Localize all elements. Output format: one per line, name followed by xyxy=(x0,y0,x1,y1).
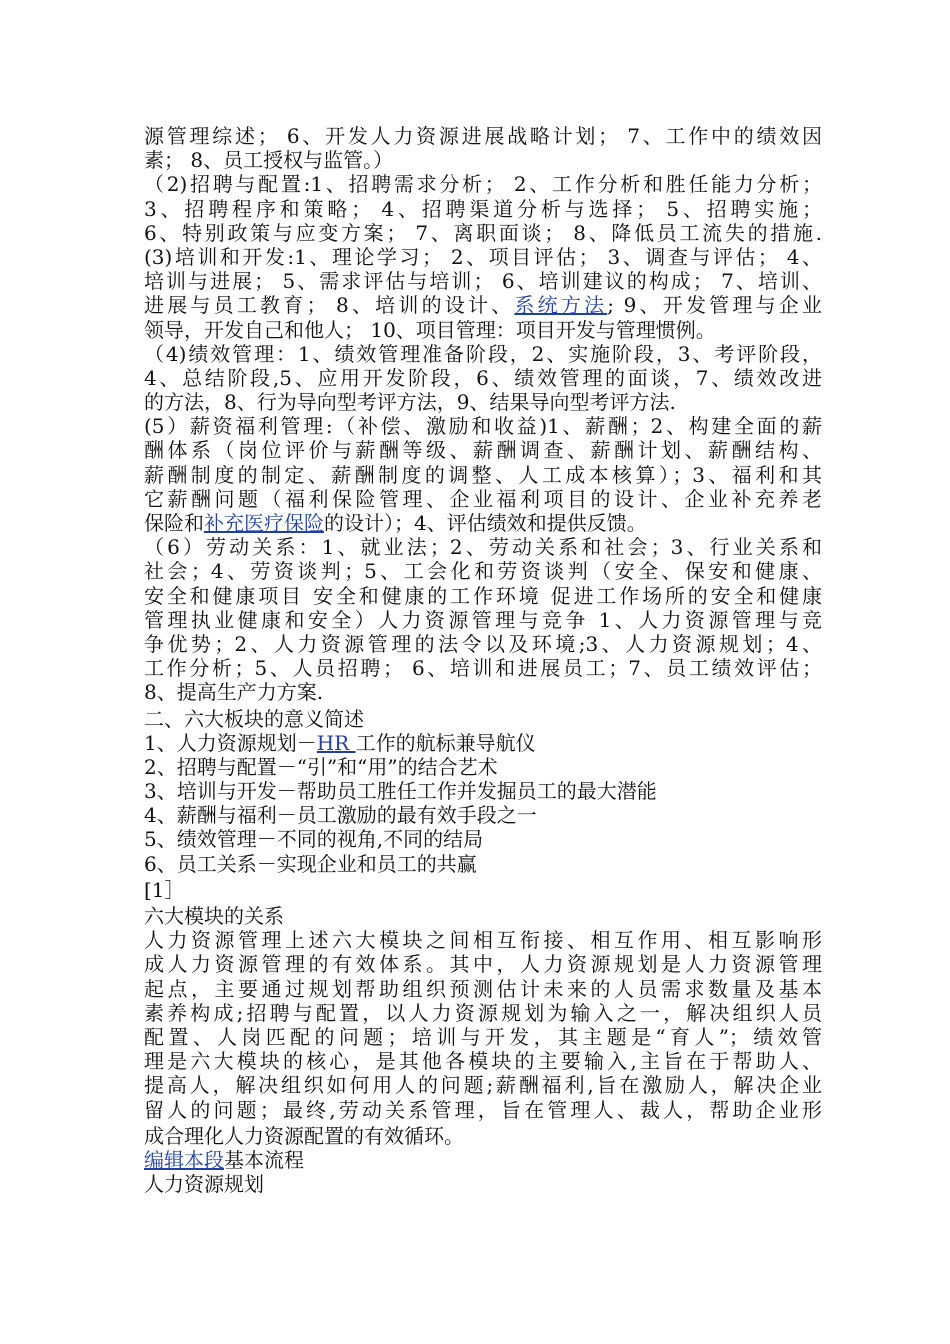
text-line xyxy=(144,904,822,928)
text-line xyxy=(144,245,822,269)
text-run: 培训与进展； 5、需求评估与培训； 6、培训建议的构成； 7、培训、 xyxy=(144,269,822,294)
text-run: 二、六大板块的意义简述 xyxy=(144,706,364,731)
text-run: （2)招聘与配置:1、招聘需求分析； 2、工作分析和胜任能力分析； xyxy=(144,172,822,197)
text-run: 薪酬制度的制定、薪酬制度的调整、人工成本核算）；3、福利和其 xyxy=(144,462,822,487)
text-line xyxy=(144,852,822,876)
text-run: ; 9、开发管理与企业 xyxy=(607,293,822,318)
text-line xyxy=(144,731,822,755)
text-run: 5、绩效管理－不同的视角,不同的结局 xyxy=(144,827,484,852)
text-line xyxy=(144,1098,822,1122)
text-run: 六大模块的关系 xyxy=(144,904,284,928)
text-run: 它薪酬问题（福利保险管理、企业福利项目的设计、企业补充养老 xyxy=(144,486,822,511)
hyperlink[interactable]: HR xyxy=(316,730,356,755)
text-line xyxy=(144,342,822,366)
text-run: (5）薪资福利管理:（补偿、激励和收益)1、薪酬；2、构建全面的薪 xyxy=(144,414,822,439)
text-line xyxy=(144,928,822,952)
text-run: （6）劳动关系：1、就业法；2、劳动关系和社会；3、行业关系和 xyxy=(144,535,822,560)
text-line xyxy=(144,608,822,632)
text-line xyxy=(144,1049,822,1073)
text-run: 基本流程 xyxy=(224,1147,304,1172)
text-run: (3)培训和开发:1、理论学习； 2、项目评估； 3、调查与评估； 4、 xyxy=(144,244,822,269)
text-line xyxy=(144,172,822,196)
text-line xyxy=(144,1001,822,1025)
text-run: 领导，开发自己和他人； 10、项目管理：项目开发与管理惯例。 xyxy=(144,317,716,342)
text-line xyxy=(144,952,822,976)
text-line xyxy=(144,318,822,342)
text-line xyxy=(144,827,822,851)
text-line xyxy=(144,438,822,462)
text-run: 起点，主要通过规划帮助组织预测估计未来的人员需求数量及基本 xyxy=(144,976,822,1001)
text-run: [1］ xyxy=(144,877,185,902)
text-line xyxy=(144,148,822,172)
text-run: 4、总结阶段,5、应用开发阶段，6、绩效管理的面谈，7、绩效改进 xyxy=(144,365,822,390)
text-run: 素； 8、员工授权与监管。） xyxy=(144,148,394,173)
text-run: 保险和 xyxy=(144,511,204,535)
text-run: 留人的问题；最终,劳动关系管理，旨在管理人、裁人，帮助企业形 xyxy=(144,1097,822,1122)
text-run: 工作的航标兼导航仪 xyxy=(355,730,536,755)
text-line xyxy=(144,656,822,680)
text-run: 提高人，解决组织如何用人的问题;薪酬福利,旨在激励人，解决企业 xyxy=(144,1073,822,1098)
text-line xyxy=(144,390,822,414)
text-line xyxy=(144,1172,822,1196)
text-run: 争优势；2、人力资源管理的法令以及环境;3、人力资源规划；4、 xyxy=(144,631,822,656)
text-line xyxy=(144,632,822,656)
text-run: 配置、人岗匹配的问题；培训与开发，其主题是“育人”；绩效管 xyxy=(144,1024,822,1049)
text-line xyxy=(144,269,822,293)
text-run: 6、特别政策与应变方案； 7、离职面谈； 8、降低员工流失的措施. xyxy=(144,220,822,245)
text-run: 理是六大模块的核心，是其他各模块的主要输入,主旨在于帮助人、 xyxy=(144,1049,822,1074)
text-line xyxy=(144,1148,822,1172)
text-run: 源管理综述； 6、开发人力资源进展战略计划； 7、工作中的绩效因 xyxy=(144,124,822,148)
text-run: 素养构成;招聘与配置，以人力资源规划为输入之一，解决组织人员 xyxy=(144,1000,822,1025)
text-line xyxy=(144,511,822,535)
text-line xyxy=(144,414,822,438)
text-run: 3、招聘程序和策略； 4、招聘渠道分析与选择； 5、招聘实施； xyxy=(144,196,822,221)
text-run: 工作分析；5、人员招聘； 6、培训和进展员工；7、员工绩效评估； xyxy=(144,656,822,681)
text-line xyxy=(144,779,822,803)
text-line xyxy=(144,463,822,487)
text-line xyxy=(144,1124,822,1148)
text-line xyxy=(144,977,822,1001)
text-run: 人力资源管理上述六大模块之间相互衔接、相互作用、相互影响形 xyxy=(144,928,822,953)
text-line xyxy=(144,559,822,583)
hyperlink[interactable]: 补充医疗保险 xyxy=(204,511,324,535)
text-run: 管理执业健康和安全）人力资源管理与竞争 1、人力资源管理与竞 xyxy=(144,607,822,632)
text-run: 2、招聘与配置－“引”和“用”的结合艺术 xyxy=(144,754,498,779)
text-run: （4)绩效管理：1、绩效管理准备阶段，2、实施阶段，3、考评阶段， xyxy=(144,341,822,366)
text-line xyxy=(144,1073,822,1097)
text-line xyxy=(144,755,822,779)
text-run: 社会；4、劳资谈判；5、工会化和劳资谈判（安全、保安和健康、 xyxy=(144,559,822,584)
text-line xyxy=(144,124,822,148)
text-line xyxy=(144,1025,822,1049)
text-run: 6、员工关系－实现企业和员工的共赢 xyxy=(144,851,477,876)
text-line xyxy=(144,535,822,559)
text-run: 成合理化人力资源配置的有效循环。 xyxy=(144,1123,464,1148)
text-line xyxy=(144,197,822,221)
text-run: 安全和健康项目 安全和健康的工作环境 促进工作场所的安全和健康 xyxy=(144,583,822,608)
text-run: 成人力资源管理的有效体系。其中，人力资源规划是人力资源管理 xyxy=(144,952,822,977)
text-line xyxy=(144,221,822,245)
text-line xyxy=(144,803,822,827)
text-run: 8、提高生产力方案. xyxy=(144,680,324,705)
text-run: 1、人力资源规划－ xyxy=(144,730,317,755)
text-line xyxy=(144,584,822,608)
text-line xyxy=(144,878,822,902)
document-body xyxy=(144,124,822,1196)
text-run: 的设计）；4、评估绩效和提供反馈。 xyxy=(324,511,647,535)
text-run: 4、薪酬与福利－员工激励的最有效手段之一 xyxy=(144,803,537,828)
text-line xyxy=(144,487,822,511)
text-run: 酬体系（岗位评价与薪酬等级、薪酬调查、薪酬计划、薪酬结构、 xyxy=(144,438,822,463)
text-line xyxy=(144,707,822,731)
text-line xyxy=(144,366,822,390)
text-run: 3、培训与开发－帮助员工胜任工作并发掘员工的最大潜能 xyxy=(144,779,657,804)
text-line xyxy=(144,293,822,317)
hyperlink[interactable]: 编辑本段 xyxy=(144,1147,224,1172)
text-run: 进展与员工教育； 8、培训的设计、 xyxy=(144,293,515,318)
hyperlink[interactable]: 系统方法 xyxy=(514,293,608,318)
text-run: 的方法，8、行为导向型考评方法，9、结果导向型考评方法. xyxy=(144,390,676,415)
text-line xyxy=(144,680,822,704)
text-run: 人力资源规划 xyxy=(144,1172,264,1197)
